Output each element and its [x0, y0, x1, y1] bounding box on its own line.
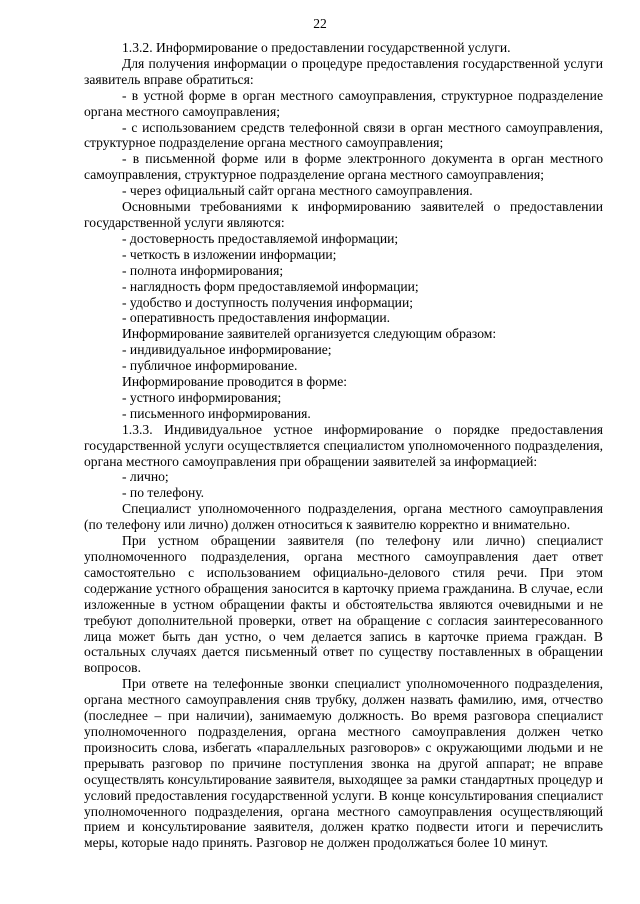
paragraph: - устного информирования;: [122, 389, 282, 405]
paragraph: - полнота информирования;: [122, 262, 284, 278]
paragraph: - четкость в изложении информации;: [122, 246, 337, 262]
document-body: [84, 40, 603, 851]
paragraph: - публичное информирование.: [122, 358, 298, 374]
paragraph: Специалист уполномоченного подразделения, органа местного самоуправления (по телефону или лично) должен относиться к заявителю корректно и внимательно.: [84, 501, 603, 533]
paragraph: - наглядность форм предоставляемой информации;: [122, 278, 419, 294]
paragraph: - в устной форме в орган местного самоуправления, структурное подразделение органа местного самоуправления;: [84, 87, 603, 119]
paragraph: - лично;: [122, 469, 169, 485]
paragraph: - с использованием средств телефонной связи в орган местного самоуправления, структурное подразделение органа местного самоуправления;: [84, 119, 603, 151]
paragraph: Информирование заявителей организуется следующим образом:: [122, 326, 497, 342]
paragraph: Информирование проводится в форме:: [122, 374, 348, 390]
paragraph: - индивидуальное информирование;: [122, 342, 332, 358]
paragraph: 1.3.3. Индивидуальное устное информирование о порядке предоставления государственной услуги осуществляется специалистом уполномоченного подразделения, органа местного самоуправления при обращении заявителей за информацией:: [84, 421, 603, 469]
paragraph: Основными требованиями к информированию заявителей о предоставлении государственной услуги являются:: [84, 199, 603, 230]
paragraph: - удобство и доступность получения информации;: [122, 294, 413, 310]
paragraph: 1.3.2. Информирование о предоставлении государственной услуги.: [122, 40, 511, 55]
page-number: 22: [313, 16, 327, 31]
paragraph: - по телефону.: [122, 485, 205, 501]
paragraph: - оперативность предоставления информации.: [122, 310, 391, 326]
paragraph: - через официальный сайт органа местного самоуправления.: [122, 183, 473, 199]
paragraph: При устном обращении заявителя (по телефону или лично) специалист уполномоченного подразделения, органа местного самоуправления дает ответ самостоятельно с использованием официально-делового стиля речи. При этом содержание устного обращения заносится в карточку приема гражданина. В случае, если изложенные в устном обращении факты и обстоятельства являются очевидными и не требуют дополнительной проверки, ответ на обращение с согласия заинтересованного лица может быть дан устно, о чем делается запись в карточке приема граждан. В остальных случаях дается письменный ответ по существу поставленных в обращении вопросов.: [84, 533, 603, 676]
paragraph: - письменного информирования.: [122, 405, 311, 421]
paragraph: Для получения информации о процедуре предоставления государственной услуги заявитель вправе обратиться:: [84, 55, 603, 87]
paragraph: - достоверность предоставляемой информации;: [122, 230, 399, 246]
paragraph: - в письменной форме или в форме электронного документа в орган местного самоуправления, структурное подразделение органа местного самоуправления;: [84, 151, 603, 183]
paragraph: При ответе на телефонные звонки специалист уполномоченного подразделения, органа местного самоуправления сняв трубку, должен назвать фамилию, имя, отчество (последнее – при наличии), занимаемую должность. Во время разговора специалист уполномоченного подразделения, органа местного самоуправления должен четко произносить слова, избегать «параллельных разговоров» с окружающими людьми и не прерывать разговор по причине поступления звонка на другой аппарат; не вправе осуществлять консультирование заявителя, выходящее за рамки стандартных процедур и условий предоставления государственной услуги. В конце консультирования специалист уполномоченного подразделения, органа местного самоуправления осуществляющий прием и консультирование заявителя, должен кратко подвести итоги и перечислить меры, которые надо принять. Разговор не должен продолжаться более 10 минут.: [84, 676, 603, 851]
